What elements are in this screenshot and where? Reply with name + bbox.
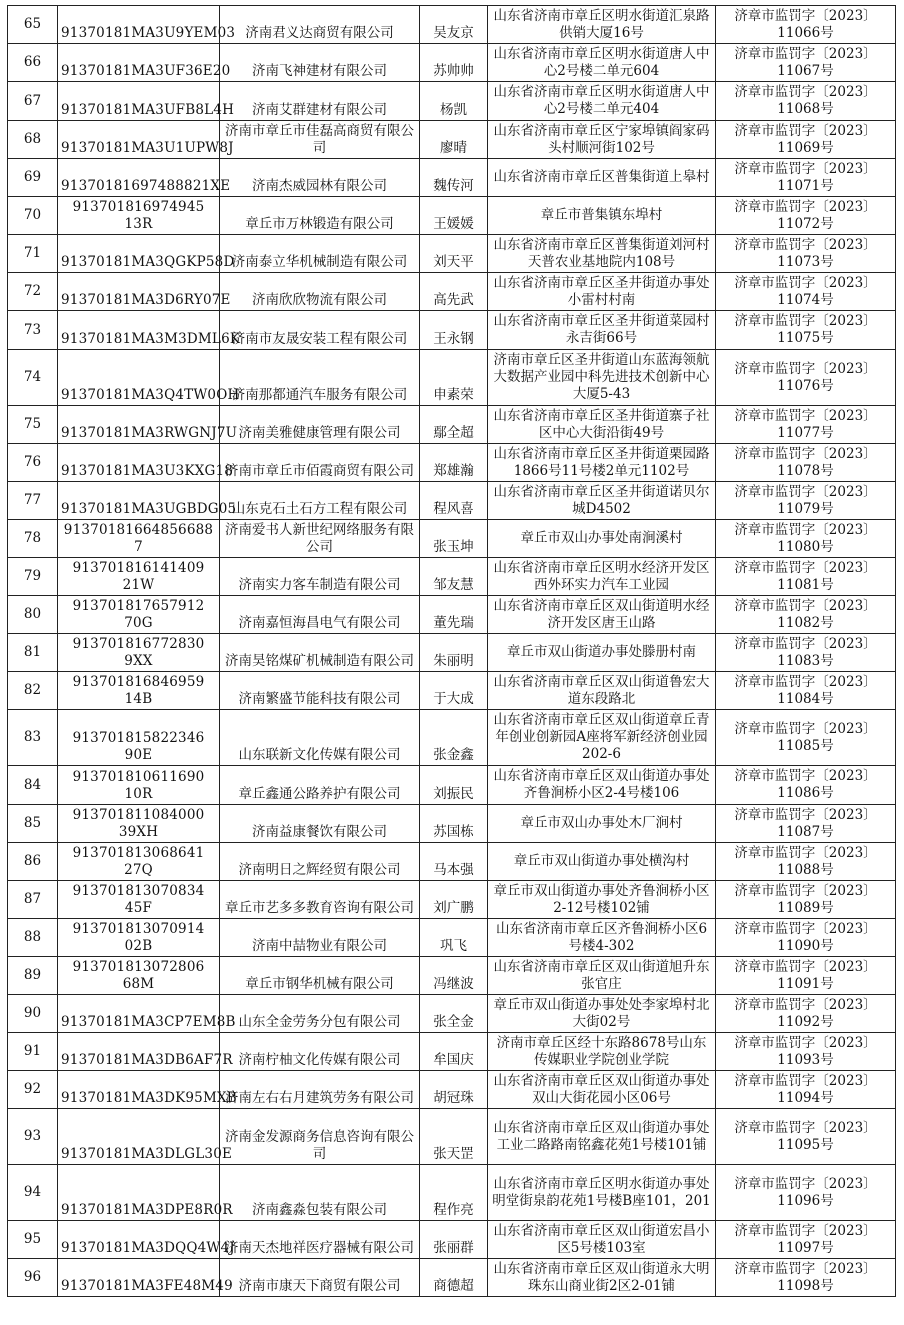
registered-address-cell: 章丘市双山街道办事处处李家埠村北大街02号 bbox=[488, 995, 716, 1033]
row-number-cell: 91 bbox=[8, 1033, 58, 1071]
penalty-document-number-cell: 济章市监罚字〔2023〕11073号 bbox=[716, 235, 896, 273]
penalty-document-number-cell: 济章市监罚字〔2023〕11074号 bbox=[716, 273, 896, 311]
penalty-document-number-cell: 济章市监罚字〔2023〕11067号 bbox=[716, 44, 896, 82]
company-name-cell: 济南君义达商贸有限公司 bbox=[220, 6, 420, 44]
legal-representative-cell: 巩飞 bbox=[420, 919, 488, 957]
row-number-cell: 93 bbox=[8, 1109, 58, 1165]
row-number-cell: 94 bbox=[8, 1165, 58, 1221]
registered-address-cell: 山东省济南市章丘区普集街道刘河村天普农业基地院内108号 bbox=[488, 235, 716, 273]
credit-code-cell: 91370181697488821XE bbox=[58, 159, 220, 197]
table-row bbox=[8, 881, 896, 919]
legal-representative-cell: 王永钢 bbox=[420, 311, 488, 350]
company-name-cell: 济南杰威园林有限公司 bbox=[220, 159, 420, 197]
row-number-cell: 75 bbox=[8, 406, 58, 444]
registered-address-cell: 山东省济南市章丘区双山街道办事处工业二路路南铭鑫花苑1号楼101铺 bbox=[488, 1109, 716, 1165]
table-row bbox=[8, 634, 896, 672]
penalty-document-number-cell: 济章市监罚字〔2023〕11084号 bbox=[716, 672, 896, 710]
table-row bbox=[8, 350, 896, 406]
credit-code-cell: 91370181MA3UF36E20 bbox=[58, 44, 220, 82]
row-number-cell: 71 bbox=[8, 235, 58, 273]
table-row bbox=[8, 1165, 896, 1221]
legal-representative-cell: 张金鑫 bbox=[420, 710, 488, 766]
company-name-cell: 山东克石土石方工程有限公司 bbox=[220, 482, 420, 520]
company-name-cell: 济南益康餐饮有限公司 bbox=[220, 805, 420, 843]
row-number-cell: 72 bbox=[8, 273, 58, 311]
legal-representative-cell: 牟国庆 bbox=[420, 1033, 488, 1071]
penalty-document-number-cell: 济章市监罚字〔2023〕11078号 bbox=[716, 444, 896, 482]
credit-code-cell: 91370181MA3QGKP58D bbox=[58, 235, 220, 273]
table-row bbox=[8, 919, 896, 957]
credit-code-cell: 91370181MA3U9YEM03 bbox=[58, 6, 220, 44]
penalty-document-number-cell: 济章市监罚字〔2023〕11075号 bbox=[716, 311, 896, 350]
penalty-document-number-cell: 济章市监罚字〔2023〕11095号 bbox=[716, 1109, 896, 1165]
company-name-cell: 济南柠柚文化传媒有限公司 bbox=[220, 1033, 420, 1071]
table-row bbox=[8, 843, 896, 881]
row-number-cell: 88 bbox=[8, 919, 58, 957]
company-name-cell: 济南艾群建材有限公司 bbox=[220, 82, 420, 121]
company-name-cell: 济南市友晟安装工程有限公司 bbox=[220, 311, 420, 350]
legal-representative-cell: 程作亮 bbox=[420, 1165, 488, 1221]
registered-address-cell: 章丘市双山办事处木厂涧村 bbox=[488, 805, 716, 843]
penalty-document-number-cell: 济章市监罚字〔2023〕11087号 bbox=[716, 805, 896, 843]
penalty-document-number-cell: 济章市监罚字〔2023〕11082号 bbox=[716, 596, 896, 634]
company-name-cell: 济南嘉恒海昌电气有限公司 bbox=[220, 596, 420, 634]
legal-representative-cell: 鄢全超 bbox=[420, 406, 488, 444]
table-row bbox=[8, 406, 896, 444]
table-row bbox=[8, 159, 896, 197]
penalty-document-number-cell: 济章市监罚字〔2023〕11081号 bbox=[716, 558, 896, 596]
penalty-document-number-cell: 济章市监罚字〔2023〕11096号 bbox=[716, 1165, 896, 1221]
company-name-cell: 济南市章丘市佳磊高商贸有限公司 bbox=[220, 121, 420, 159]
registered-address-cell: 山东省济南市章丘区双山街道明水经济开发区唐王山路 bbox=[488, 596, 716, 634]
penalty-document-number-cell: 济章市监罚字〔2023〕11080号 bbox=[716, 520, 896, 558]
penalty-document-number-cell: 济章市监罚字〔2023〕11076号 bbox=[716, 350, 896, 406]
legal-representative-cell: 于大成 bbox=[420, 672, 488, 710]
penalty-document-number-cell: 济章市监罚字〔2023〕11068号 bbox=[716, 82, 896, 121]
company-name-cell: 章丘鑫通公路养护有限公司 bbox=[220, 766, 420, 805]
row-number-cell: 82 bbox=[8, 672, 58, 710]
penalty-document-number-cell: 济章市监罚字〔2023〕11092号 bbox=[716, 995, 896, 1033]
credit-code-cell: 91370181MA3DK95MXB bbox=[58, 1071, 220, 1109]
company-name-cell: 济南飞神建材有限公司 bbox=[220, 44, 420, 82]
credit-code-cell: 913701816141409​21W bbox=[58, 558, 220, 596]
table-row bbox=[8, 311, 896, 350]
credit-code-cell: 913701813070834​45F bbox=[58, 881, 220, 919]
registered-address-cell: 山东省济南市章丘区双山街道永大明珠东山商业街2区2-01铺 bbox=[488, 1259, 716, 1297]
company-name-cell: 济南那都通汽车服务有限公司 bbox=[220, 350, 420, 406]
company-name-cell: 济南美雅健康管理有限公司 bbox=[220, 406, 420, 444]
credit-code-cell: 91370181MA3U1UPW8J bbox=[58, 121, 220, 159]
penalty-document-number-cell: 济章市监罚字〔2023〕11083号 bbox=[716, 634, 896, 672]
penalty-document-number-cell: 济章市监罚字〔2023〕11085号 bbox=[716, 710, 896, 766]
penalty-document-number-cell: 济章市监罚字〔2023〕11079号 bbox=[716, 482, 896, 520]
legal-representative-cell: 魏传河 bbox=[420, 159, 488, 197]
legal-representative-cell: 张全金 bbox=[420, 995, 488, 1033]
company-name-cell: 济南天杰地祥医疗器械有限公司 bbox=[220, 1221, 420, 1259]
penalty-document-number-cell: 济章市监罚字〔2023〕11077号 bbox=[716, 406, 896, 444]
registered-address-cell: 山东省济南市章丘区圣井街道菜园村永吉街66号 bbox=[488, 311, 716, 350]
table-row bbox=[8, 672, 896, 710]
row-number-cell: 96 bbox=[8, 1259, 58, 1297]
legal-representative-cell: 苏帅帅 bbox=[420, 44, 488, 82]
company-name-cell: 济南昊铭煤矿机械制造有限公司 bbox=[220, 634, 420, 672]
credit-code-cell: 91370181MA3D6RY07E bbox=[58, 273, 220, 311]
row-number-cell: 86 bbox=[8, 843, 58, 881]
table-row bbox=[8, 197, 896, 235]
registered-address-cell: 章丘市双山办事处南涧溪村 bbox=[488, 520, 716, 558]
row-number-cell: 95 bbox=[8, 1221, 58, 1259]
penalty-document-number-cell: 济章市监罚字〔2023〕11071号 bbox=[716, 159, 896, 197]
company-name-cell: 章丘市钢华机械有限公司 bbox=[220, 957, 420, 995]
legal-representative-cell: 郑雄瀚 bbox=[420, 444, 488, 482]
registered-address-cell: 章丘市双山街道办事处滕册村南 bbox=[488, 634, 716, 672]
penalty-table bbox=[7, 5, 896, 1297]
company-name-cell: 济南爱书人新世纪网络服务有限公司 bbox=[220, 520, 420, 558]
legal-representative-cell: 张丽群 bbox=[420, 1221, 488, 1259]
table-body bbox=[8, 6, 896, 1297]
table-row bbox=[8, 273, 896, 311]
penalty-list bbox=[7, 5, 895, 1297]
legal-representative-cell: 张玉坤 bbox=[420, 520, 488, 558]
legal-representative-cell: 马本强 bbox=[420, 843, 488, 881]
penalty-document-number-cell: 济章市监罚字〔2023〕11091号 bbox=[716, 957, 896, 995]
legal-representative-cell: 朱丽明 bbox=[420, 634, 488, 672]
credit-code-cell: 91370181MA3Q4TW0OH bbox=[58, 350, 220, 406]
legal-representative-cell: 申素荣 bbox=[420, 350, 488, 406]
legal-representative-cell: 吴友京 bbox=[420, 6, 488, 44]
company-name-cell: 济南左右右月建筑劳务有限公司 bbox=[220, 1071, 420, 1109]
penalty-document-number-cell: 济章市监罚字〔2023〕11093号 bbox=[716, 1033, 896, 1071]
company-name-cell: 章丘市万林锻造有限公司 bbox=[220, 197, 420, 235]
table-row bbox=[8, 482, 896, 520]
row-number-cell: 67 bbox=[8, 82, 58, 121]
row-number-cell: 70 bbox=[8, 197, 58, 235]
company-name-cell: 济南繁盛节能科技有限公司 bbox=[220, 672, 420, 710]
legal-representative-cell: 刘振民 bbox=[420, 766, 488, 805]
credit-code-cell: 913701811084000​39XH bbox=[58, 805, 220, 843]
registered-address-cell: 章丘市双山街道办事处齐鲁涧桥小区2-12号楼102铺 bbox=[488, 881, 716, 919]
registered-address-cell: 山东省济南市章丘区双山街道章丘青年创业创新园A座将军新经济创业园202-6 bbox=[488, 710, 716, 766]
table-row bbox=[8, 235, 896, 273]
legal-representative-cell: 董先瑞 bbox=[420, 596, 488, 634]
row-number-cell: 73 bbox=[8, 311, 58, 350]
penalty-document-number-cell: 济章市监罚字〔2023〕11094号 bbox=[716, 1071, 896, 1109]
registered-address-cell: 山东省济南市章丘区宁家埠镇阎家码头村顺河街102号 bbox=[488, 121, 716, 159]
legal-representative-cell: 胡冠珠 bbox=[420, 1071, 488, 1109]
row-number-cell: 87 bbox=[8, 881, 58, 919]
penalty-document-number-cell: 济章市监罚字〔2023〕11086号 bbox=[716, 766, 896, 805]
registered-address-cell: 山东省济南市章丘区双山街道宏昌小区5号楼103室 bbox=[488, 1221, 716, 1259]
row-number-cell: 74 bbox=[8, 350, 58, 406]
table-row bbox=[8, 6, 896, 44]
row-number-cell: 84 bbox=[8, 766, 58, 805]
row-number-cell: 76 bbox=[8, 444, 58, 482]
company-name-cell: 济南市章丘市佰霞商贸有限公司 bbox=[220, 444, 420, 482]
row-number-cell: 68 bbox=[8, 121, 58, 159]
credit-code-cell: 91370181MA3UGBDG05 bbox=[58, 482, 220, 520]
legal-representative-cell: 程风喜 bbox=[420, 482, 488, 520]
registered-address-cell: 山东省济南市章丘区明水街道办事处明堂街泉韵花苑1号楼B座101，201 bbox=[488, 1165, 716, 1221]
credit-code-cell: 913701817657912​70G bbox=[58, 596, 220, 634]
registered-address-cell: 济南市章丘区经十东路8678号山东传媒职业学院创业学院 bbox=[488, 1033, 716, 1071]
row-number-cell: 83 bbox=[8, 710, 58, 766]
company-name-cell: 济南欣欣物流有限公司 bbox=[220, 273, 420, 311]
legal-representative-cell: 廖晴 bbox=[420, 121, 488, 159]
table-row bbox=[8, 1259, 896, 1297]
registered-address-cell: 山东省济南市章丘区明水经济开发区西外环实力汽车工业园 bbox=[488, 558, 716, 596]
registered-address-cell: 章丘市普集镇东埠村 bbox=[488, 197, 716, 235]
registered-address-cell: 章丘市双山街道办事处横沟村 bbox=[488, 843, 716, 881]
table-row bbox=[8, 957, 896, 995]
legal-representative-cell: 高先武 bbox=[420, 273, 488, 311]
company-name-cell: 济南金发源商务信息咨询有限公司 bbox=[220, 1109, 420, 1165]
table-row bbox=[8, 520, 896, 558]
table-row bbox=[8, 805, 896, 843]
company-name-cell: 济南中喆物业有限公司 bbox=[220, 919, 420, 957]
penalty-document-number-cell: 济章市监罚字〔2023〕11072号 bbox=[716, 197, 896, 235]
credit-code-cell: 913701816772830​9XX bbox=[58, 634, 220, 672]
row-number-cell: 80 bbox=[8, 596, 58, 634]
company-name-cell: 山东全金劳务分包有限公司 bbox=[220, 995, 420, 1033]
table-row bbox=[8, 121, 896, 159]
row-number-cell: 78 bbox=[8, 520, 58, 558]
credit-code-cell: 913701813070914​02B bbox=[58, 919, 220, 957]
company-name-cell: 济南明日之辉经贸有限公司 bbox=[220, 843, 420, 881]
row-number-cell: 79 bbox=[8, 558, 58, 596]
credit-code-cell: 91370181664856688​7 bbox=[58, 520, 220, 558]
penalty-document-number-cell: 济章市监罚字〔2023〕11097号 bbox=[716, 1221, 896, 1259]
registered-address-cell: 山东省济南市章丘区明水街道唐人中心2号楼二单元404 bbox=[488, 82, 716, 121]
credit-code-cell: 91370181MA3RWGNJ7U bbox=[58, 406, 220, 444]
registered-address-cell: 山东省济南市章丘区圣井街道寨子社区中心大街沿街49号 bbox=[488, 406, 716, 444]
legal-representative-cell: 杨凯 bbox=[420, 82, 488, 121]
row-number-cell: 69 bbox=[8, 159, 58, 197]
penalty-document-number-cell: 济章市监罚字〔2023〕11089号 bbox=[716, 881, 896, 919]
legal-representative-cell: 邹友慧 bbox=[420, 558, 488, 596]
table-row bbox=[8, 444, 896, 482]
credit-code-cell: 91370181MA3DPE8R0R bbox=[58, 1165, 220, 1221]
row-number-cell: 65 bbox=[8, 6, 58, 44]
table-row bbox=[8, 1109, 896, 1165]
row-number-cell: 66 bbox=[8, 44, 58, 82]
registered-address-cell: 山东省济南市章丘区双山街道旭升东张官庄 bbox=[488, 957, 716, 995]
row-number-cell: 77 bbox=[8, 482, 58, 520]
credit-code-cell: 91370181MA3DQQ4W4J bbox=[58, 1221, 220, 1259]
table-row bbox=[8, 558, 896, 596]
row-number-cell: 92 bbox=[8, 1071, 58, 1109]
company-name-cell: 章丘市艺多多教育咨询有限公司 bbox=[220, 881, 420, 919]
penalty-document-number-cell: 济章市监罚字〔2023〕11066号 bbox=[716, 6, 896, 44]
credit-code-cell: 91370181MA3M3DML6K bbox=[58, 311, 220, 350]
credit-code-cell: 91370181MA3UFB8L4H bbox=[58, 82, 220, 121]
credit-code-cell: 91370181MA3FE48M49 bbox=[58, 1259, 220, 1297]
credit-code-cell: 913701813072806​68M bbox=[58, 957, 220, 995]
row-number-cell: 89 bbox=[8, 957, 58, 995]
table-row bbox=[8, 1221, 896, 1259]
credit-code-cell: 913701816846959​14B bbox=[58, 672, 220, 710]
legal-representative-cell: 刘天平 bbox=[420, 235, 488, 273]
penalty-document-number-cell: 济章市监罚字〔2023〕11090号 bbox=[716, 919, 896, 957]
table-row bbox=[8, 1033, 896, 1071]
penalty-document-number-cell: 济章市监罚字〔2023〕11098号 bbox=[716, 1259, 896, 1297]
registered-address-cell: 山东省济南市章丘区双山街道鲁宏大道东段路北 bbox=[488, 672, 716, 710]
registered-address-cell: 山东省济南市章丘区齐鲁涧桥小区6号楼4-302 bbox=[488, 919, 716, 957]
credit-code-cell: 91370181MA3CP7EM8B bbox=[58, 995, 220, 1033]
credit-code-cell: 91370181MA3U3KXG18 bbox=[58, 444, 220, 482]
row-number-cell: 81 bbox=[8, 634, 58, 672]
penalty-document-number-cell: 济章市监罚字〔2023〕11088号 bbox=[716, 843, 896, 881]
registered-address-cell: 山东省济南市章丘区圣井街道办事处小雷村村南 bbox=[488, 273, 716, 311]
credit-code-cell: 913701815822346​90E bbox=[58, 710, 220, 766]
registered-address-cell: 山东省济南市章丘区圣井街道诺贝尔城D4502 bbox=[488, 482, 716, 520]
legal-representative-cell: 商德超 bbox=[420, 1259, 488, 1297]
registered-address-cell: 山东省济南市章丘区明水街道唐人中心2号楼二单元604 bbox=[488, 44, 716, 82]
registered-address-cell: 山东省济南市章丘区双山街道办事处齐鲁涧桥小区2-4号楼106 bbox=[488, 766, 716, 805]
legal-representative-cell: 刘广鹏 bbox=[420, 881, 488, 919]
credit-code-cell: 913701813068641​27Q bbox=[58, 843, 220, 881]
legal-representative-cell: 王媛媛 bbox=[420, 197, 488, 235]
company-name-cell: 济南鑫淼包装有限公司 bbox=[220, 1165, 420, 1221]
table-row bbox=[8, 710, 896, 766]
legal-representative-cell: 苏国栋 bbox=[420, 805, 488, 843]
company-name-cell: 济南市康天下商贸有限公司 bbox=[220, 1259, 420, 1297]
registered-address-cell: 山东省济南市章丘区普集街道上皋村 bbox=[488, 159, 716, 197]
company-name-cell: 济南泰立华机械制造有限公司 bbox=[220, 235, 420, 273]
penalty-document-number-cell: 济章市监罚字〔2023〕11069号 bbox=[716, 121, 896, 159]
table-row bbox=[8, 596, 896, 634]
company-name-cell: 济南实力客车制造有限公司 bbox=[220, 558, 420, 596]
registered-address-cell: 山东省济南市章丘区双山街道办事处双山大街花园小区06号 bbox=[488, 1071, 716, 1109]
table-row bbox=[8, 82, 896, 121]
registered-address-cell: 山东省济南市章丘区圣井街道栗园路1866号11号楼2单元1102号 bbox=[488, 444, 716, 482]
table-row bbox=[8, 995, 896, 1033]
registered-address-cell: 济南市章丘区圣井街道山东蓝海领航大数据产业园中科先进技术创新中心大厦5-43 bbox=[488, 350, 716, 406]
credit-code-cell: 913701816974945​13R bbox=[58, 197, 220, 235]
table-row bbox=[8, 1071, 896, 1109]
legal-representative-cell: 张天罡 bbox=[420, 1109, 488, 1165]
table-row bbox=[8, 44, 896, 82]
legal-representative-cell: 冯继波 bbox=[420, 957, 488, 995]
table-row bbox=[8, 766, 896, 805]
credit-code-cell: 913701810611690​10R bbox=[58, 766, 220, 805]
row-number-cell: 85 bbox=[8, 805, 58, 843]
row-number-cell: 90 bbox=[8, 995, 58, 1033]
registered-address-cell: 山东省济南市章丘区明水街道汇泉路供销大厦16号 bbox=[488, 6, 716, 44]
company-name-cell: 山东联新文化传媒有限公司 bbox=[220, 710, 420, 766]
credit-code-cell: 91370181MA3DLGL30E bbox=[58, 1109, 220, 1165]
credit-code-cell: 91370181MA3DB6AF7R bbox=[58, 1033, 220, 1071]
